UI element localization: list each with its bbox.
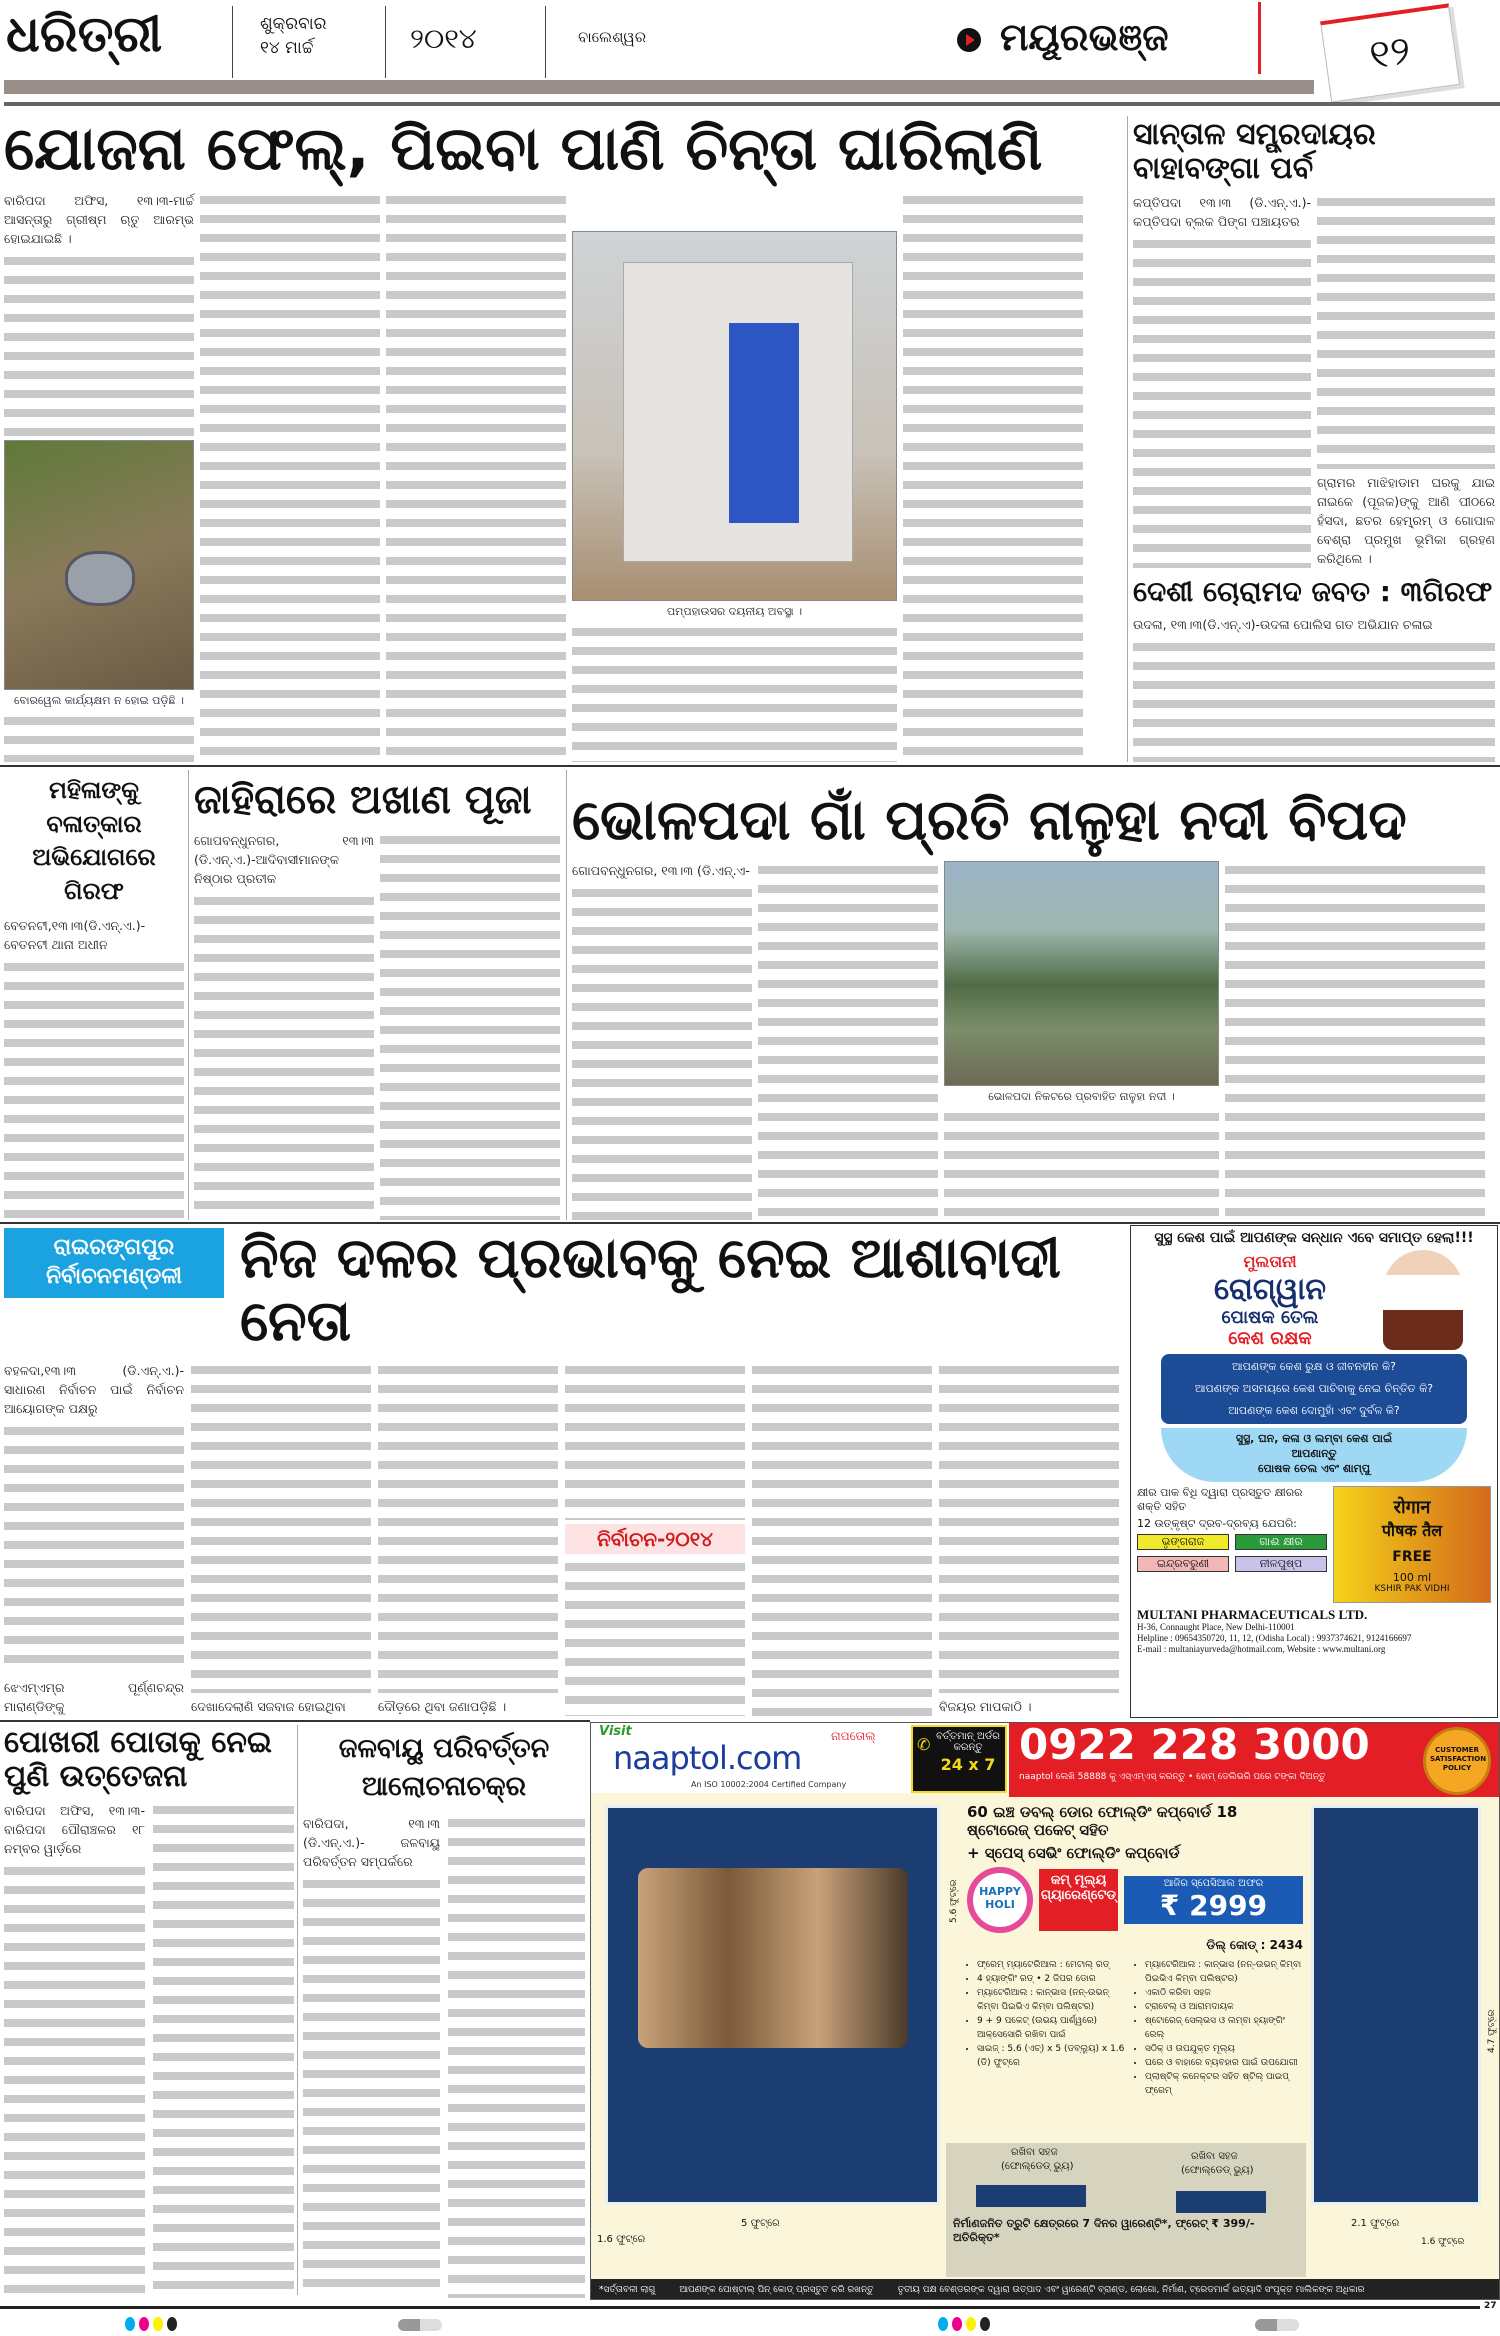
article-santal: ସାନ୍ତାଳ ସମ୍ପ୍ରଦାୟର ବାହାବଙ୍ଗା ପର୍ବ କପ୍ତିପଦା ୧୩।୩ (ଡି.ଏନ୍.ଏ.)- କପ୍ତିପଦା ବ୍ଲକ ପିଙ୍ଗ ପଞ୍ଚାୟତର ଗ୍ରାମର ମାଝିହାଡାମ ଘରକୁ ଯାଇ ନାଇକେ (ପୂଜକ)ଙ୍କୁ ଆଣି ପୀଠରେ ହଁସଦା, ଛତର ହେମ୍ବ୍ରମ୍ ଓ ଗୋପାଳ ବେଶ୍ରା ପ୍ରମୁଖ ଭୂମିକା ଗ୍ରହଣ କରିଥିଲେ ।	[1133, 117, 1495, 566]
print-page-number: 27	[1484, 2301, 1497, 2311]
ad-hair-oil[interactable]: ସୁସ୍ଥ କେଶ ପାଇଁ ଆପଣଙ୍କ ସନ୍ଧାନ ଏବେ ସମାପ୍ତ ହେଲା!!! ମୁଲତାନୀ ରୋଗ୍ୱାନ ପୋଷକ ତେଲ କେଶ ରକ୍ଷକ ଆପଣଙ୍କ କେଶ ରୁକ୍ଷ ଓ ଜୀବନହୀନ କି? ଆପଣଙ୍କ ଅସମୟରେ କେଶ ପାଚିବାକୁ ନେଇ ଚିନ୍ତିତ କି? ଆପଣଙ୍କ କେଶ ଦୋମୁହାଁ ଏବଂ ଦୁର୍ବଳ କି? ସୁସ୍ଥ, ଘନ, କଳା ଓ ଲମ୍ବା କେଶ ପାଇଁ ଆପଣାନ୍ତୁ ପୋଷକ ତେଲ ଏବଂ ଶାମ୍ପୁ କ୍ଷୀର ପାକ ବିଧି ଦ୍ୱାରା ପ୍ରସ୍ତୁତ କ୍ଷୀରର ଶକ୍ତି ସହିତ 12 ଉତ୍କୃଷ୍ଟ ଦ୍ରବ-ଦ୍ରବ୍ୟ ଯେପରି: ଭୃଙ୍ଗରାଜ ଗାଈ କ୍ଷୀର ଇନ୍ଦ୍ରବରୁଣୀ ନୀଳପୁଷ୍ପ रोगान पौषक तैल FREE 100 ml KSHIR PAK VIDHI MULTANI PHARMACEUTICALS LTD. H-36, Connaught Place, New Delhi-110001 Helpline : 09654350720, 11, 12, (Odisha Local) : 9937374621, 9124166697 E-mail : multaniayurveda@hotmail.com, Website : www.multani.org	[1130, 1225, 1498, 1718]
play-bullet-icon	[957, 28, 981, 52]
newspaper-logo: ଧରିତ୍ରୀ	[6, 5, 163, 63]
article-water: ଯୋଜନା ଫେଲ୍, ପିଇବା ପାଣି ଚିନ୍ତା ଘାରିଲାଣି ବାରିପଦା ଅଫିସ, ୧୩।୩-ମାର୍ଚ୍ଚ ଆସନ୍ତାରୁ ଗ୍ରୀଷ୍ମ ଋତୁ ଆରମ୍ଭ ହୋଇଯାଇଛି । ବୋରୱେଲ କାର୍ଯ୍ୟକ୍ଷମ ନ ହୋଇ ପଡ଼ିଛି । ପମ୍ପହାଉସର ଦୟନୀୟ ଅବସ୍ଥା ।	[4, 116, 1122, 762]
herb-4: ନୀଳପୁଷ୍ପ	[1235, 1556, 1327, 1572]
features-left: • ଫ୍ରେମ୍ ମ୍ୟାଟେରିଆଲ : ମେଟାଲ୍ ରଡ୍ • 4 ହ୍ୟାଙ୍ଗିଂ ରଡ୍ • 2 ଜିପର ଡୋର • ମ୍ୟାଟେରିଆଲ : କାନ୍‌ଭାସ (ନନ୍-ଉଭନ୍ କିମ୍ବା ପିଇଭିଏ କିମ୍ବା ପଲିଷ୍ଟର) • 9 + 9 ପକେଟ୍ (ଉଭୟ ପାର୍ଶ୍ୱରେ) ଆକ୍‌ସେସୋରି ରଖିବା ପାଇଁ • ସାଇଜ୍ : 5.6 (ଏଚ୍) x 5 (ଡବ୍ଲ୍ୟୁ) x 1.6 (ଡି) ଫୁଟ୍‌ରେ	[967, 1958, 1127, 2098]
edition: ବାଲେଶ୍ୱର	[578, 28, 647, 46]
article-river: ଭୋଳପଦା ଗାଁ ପ୍ରତି ନାଳୁହା ନଦୀ ବିପଦ ଗୋପବନ୍ଧୁନଗର, ୧୩।୩ (ଡି.ଏନ୍.ଏ- ଭୋଳପଦା ନିକଟରେ ପ୍ରବାହିତ ନାଳୁହା ନଦୀ ।	[572, 790, 1496, 1220]
election-2014-tag: ନିର୍ବାଚନ-୨୦୧୪	[565, 1524, 745, 1554]
herb-2: ଗାଈ କ୍ଷୀର	[1235, 1534, 1327, 1550]
herb-1: ଭୃଙ୍ଗରାଜ	[1137, 1534, 1229, 1550]
caption-river: ଭୋଳପଦା ନିକଟରେ ପ୍ରବାହିତ ନାଳୁହା ନଦୀ ।	[988, 1089, 1175, 1103]
registration-marks-2	[938, 2317, 990, 2331]
product-details: 60 ଇଞ୍ଚ ଡବଲ୍ ଡୋର ଫୋଲ୍ଡିଂ କପ୍‌ବୋର୍ଡ 18 ଷ୍ଟୋରେଜ୍ ପକେଟ୍ ସହିତ + ସ୍ପେସ୍ ସେଭିଂ ଫୋଲ୍ଡିଂ କପ୍‌ବୋର୍ଡ HAPPY HOLI କମ୍ ମୂଲ୍ୟ ଗ୍ୟାରେଣ୍ଟେଡ୍ ଆଜିର ସ୍ପେସିଆଲ ଅଫର ₹ 2999 ଡିଲ୍ କୋଡ୍ : 2434 • ଫ୍ରେମ୍ ମ୍ୟାଟେରିଆଲ : ମେଟାଲ୍ ରଡ୍ • 4 ହ୍ୟାଙ୍ଗିଂ ରଡ୍ • 2 ଜିପର ଡୋର • ମ୍ୟାଟେରିଆଲ : କାନ୍‌ଭାସ (ନନ୍-ଉଭନ୍ କିମ୍ବା ପିଇଭିଏ କିମ୍ବା ପଲିଷ୍ଟର) • 9 + 9 ପକେଟ୍ (ଉଭୟ ପାର୍ଶ୍ୱରେ) ଆକ୍‌ସେସୋରି ରଖିବା ପାଇଁ • ସାଇଜ୍ : 5.6 (ଏଚ୍) x 5 (ଡବ୍ଲ୍ୟୁ) x 1.6 (ଡି) ଫୁଟ୍‌ରେ • ମ୍ୟାଟେରିଆଲ : କାନ୍‌ଭାସ (ନନ୍-ଉଭନ୍ କିମ୍ବା ପିଇଭିଏ କିମ୍ବା ପଲିଷ୍ଟର) • ଏକାଠି କରିବା ସହଜ • ଟ୍ରାବେଲ୍ ଓ ଆରାମଦାୟକ • ଷ୍ଟୋରେଜ୍ ସେଲ୍‌ଭସ ଓ ଲମ୍ବା ହ୍ୟାଙ୍ଗିଂ ରେଲ୍ • ସଠିକ୍ ଓ ଉପଯୁକ୍ତ ମୂଲ୍ୟ • ଘରେ ଓ ବାହାରେ ବ୍ୟବହାର ପାଇଁ ଉପଯୋଗୀ • ପ୍ଲାଷ୍ଟିକ୍ କନେକ୍ଟର ସହିତ ଷ୍ଟିଲ୍ ପାଇପ୍ ଫ୍ରେମ୍	[967, 1803, 1303, 2139]
order-phone-number[interactable]: 0922 228 3000	[1019, 1722, 1370, 1769]
ad-naaptol[interactable]: Visit naaptol.com ନାପତୋଲ୍ An ISO 10002:2004 Certified Company ✆ ବର୍ତ୍ତମାନ୍ ଅର୍ଡର କରନ୍ତୁ 24 x 7 0922 228 3000 naaptol ଲେଖି 58888 କୁ ଏସ୍ଏମ୍ଏସ୍ କରନ୍ତୁ • ହୋମ୍ ଡେଲିଭରି ପରେ ଟଙ୍କା ଦିଅନ୍ତୁ CUSTOMER SATISFACTION POLICY 60 ଇଞ୍ଚ ଡବଲ୍ ଡୋର ଫୋଲ୍ଡିଂ କପ୍‌ବୋର୍ଡ 18 ଷ୍ଟୋରେଜ୍ ପକେଟ୍ ସହିତ + ସ୍ପେସ୍ ସେଭିଂ ଫୋଲ୍ଡିଂ କପ୍‌ବୋର୍ଡ HAPPY HOLI କମ୍ ମୂଲ୍ୟ ଗ୍ୟାରେଣ୍ଟେଡ୍ ଆଜିର ସ୍ପେସିଆଲ ଅଫର ₹ 2999 ଡିଲ୍ କୋଡ୍ : 2434 • ଫ୍ରେମ୍ ମ୍ୟାଟେରିଆଲ : ମେଟାଲ୍ ରଡ୍ • 4 ହ୍ୟାଙ୍ଗିଂ ରଡ୍ • 2 ଜିପର ଡୋର • ମ୍ୟାଟେରିଆଲ : କାନ୍‌ଭାସ (ନନ୍-ଉଭନ୍ କିମ୍ବା ପିଇଭିଏ କିମ୍ବା ପଲିଷ୍ଟର) • 9 + 9 ପକେଟ୍ (ଉଭୟ ପାର୍ଶ୍ୱରେ) ଆକ୍‌ସେସୋରି ରଖିବା ପାଇଁ • ସାଇଜ୍ : 5.6 (ଏଚ୍) x 5 (ଡବ୍ଲ୍ୟୁ) x 1.6 (ଡି) ଫୁଟ୍‌ରେ • ମ୍ୟାଟେରିଆଲ : କାନ୍‌ଭାସ (ନନ୍-ଉଭନ୍ କିମ୍ବା ପିଇଭିଏ କିମ୍ବା ପଲିଷ୍ଟର) • ଏକାଠି କରିବା ସହଜ • ଟ୍ରାବେଲ୍ ଓ ଆରାମଦାୟକ • ଷ୍ଟୋରେଜ୍ ସେଲ୍‌ଭସ ଓ ଲମ୍ବା ହ୍ୟାଙ୍ଗିଂ ରେଲ୍ • ସଠିକ୍ ଓ ଉପଯୁକ୍ତ ମୂଲ୍ୟ • ଘରେ ଓ ବାହାରେ ବ୍ୟବହାର ପାଇଁ ଉପଯୋଗୀ • ପ୍ଲାଷ୍ଟିକ୍ କନେକ୍ଟର ସହିତ ଷ୍ଟିଲ୍ ପାଇପ୍ ଫ୍ରେମ୍ ରଖିବା ସହଜ (ଫୋଲ୍‌ଡେଡ୍ ଭ୍ୟୁ) ରଖିବା ସହଜ (ଫୋଲ୍‌ଡେଡ୍ ଭ୍ୟୁ) ନିର୍ମାଣଜନିତ ତ୍ରୁଟି କ୍ଷେତ୍ରରେ 7 ଦିନର ୱାରେଣ୍ଟି*, ଫ୍ରେଟ୍ ₹ 399/- ଅତିରିକ୍ତ* 5.6 ଫୁଟ୍‌ରେ 5 ଫୁଟ୍‌ରେ 1.6 ଫୁଟ୍‌ରେ 4.7 ଫୁଟ୍‌ରେ 2.1 ଫୁଟ୍‌ରେ 1.6 ଫୁଟ୍‌ରେ *ସର୍ତ୍ତାବଳୀ ଲାଗୁ ଆପଣଙ୍କ ପୋଷ୍ଟାଲ୍ ପିନ୍ କୋଡ୍ ପ୍ରସ୍ତୁତ କରି ରଖନ୍ତୁ ତୃତୀୟ ପକ୍ଷ ବେଣ୍ଡରଙ୍କ ଦ୍ୱାରା ଉତ୍ପାଦ ଏବଂ ୱାରେଣ୍ଟି ବ୍ରାଣ୍ଡ, ଲୋଗୋ, ନିର୍ମାଣ, ଟ୍ରେଡମାର୍କ ଇତ୍ୟାଦି ସଂପୃକ୍ତ ମାଲିକଙ୍କ ଅଧିକାର	[590, 1722, 1500, 2300]
article-pond: ପୋଖରୀ ପୋତାକୁ ନେଇ ପୁଣି ଉତ୍ତେଜନା ବାରିପଦା ଅଫିସ, ୧୩।୩-ବାରିପଦା ପୌରାଞ୍ଚଳର ୧୮ ନମ୍ବର ୱାର୍ଡ଼ରେ	[4, 1726, 294, 2298]
photo-borewell	[4, 440, 194, 690]
article-puja: ଜାହିରାରେ ଅଖାଣ ପୂଜା ଗୋପବନ୍ଧୁନଗର, ୧୩।୩ (ଡି.ଏନ୍.ଏ.)-ଆଦିବାସୀମାନଙ୍କ ନିଷ୍ଠାର ପ୍ରତୀକ	[194, 778, 562, 1220]
headline-climate: ଜଳବାୟୁ ପରିବର୍ତ୍ତନ ଆଲୋଚନାଚକ୍ର	[338, 1733, 550, 1802]
holi-badge: HAPPY HOLI	[967, 1867, 1033, 1933]
headline-puja: ଜାହିରାରେ ଅଖାଣ ପୂଜା	[194, 777, 532, 823]
features-right: • ମ୍ୟାଟେରିଆଲ : କାନ୍‌ଭାସ (ନନ୍-ଉଭନ୍ କିମ୍ବା ପିଇଭିଏ କିମ୍ବା ପଲିଷ୍ଟର) • ଏକାଠି କରିବା ସହଜ • ଟ୍ରାବେଲ୍ ଓ ଆରାମଦାୟକ • ଷ୍ଟୋରେଜ୍ ସେଲ୍‌ଭସ ଓ ଲମ୍ବା ହ୍ୟାଙ୍ଗିଂ ରେଲ୍ • ସଠିକ୍ ଓ ଉପଯୁକ୍ତ ମୂଲ୍ୟ • ଘରେ ଓ ବାହାରେ ବ୍ୟବହାର ପାଇଁ ଉପଯୋଗୀ • ପ୍ଲାଷ୍ଟିକ୍ କନେକ୍ଟର ସହିତ ଷ୍ଟିଲ୍ ପାଇପ୍ ଫ୍ରେମ୍	[1135, 1958, 1303, 2098]
cupboard-image	[605, 1805, 940, 2205]
caption-borewell: ବୋରୱେଲ କାର୍ଯ୍ୟକ୍ଷମ ନ ହୋଇ ପଡ଼ିଛି ।	[14, 694, 184, 707]
headline-water: ଯୋଜନା ଫେଲ୍, ପିଇବା ପାଣି ଚିନ୍ତା ଘାରିଲାଣି	[4, 114, 1043, 184]
naaptol-logo: naaptol.com	[613, 1739, 802, 1777]
date: ୧୪ ମାର୍ଚ୍ଚ	[260, 38, 314, 58]
article-rape: ମହିଳାଙ୍କୁ ବଳାତ୍କାର ଅଭିଯୋଗରେ ଗିରଫ ବେତନଟୀ,୧୩।୩(ଡି.ଏନ୍.ଏ.)- ବେତନଟୀ ଥାନା ଅଧୀନ	[4, 774, 184, 1220]
article-election: ରାଇରଙ୍ଗପୁର ନିର୍ବାଚନମଣ୍ଡଳୀ ନିଜ ଦଳର ପ୍ରଭାବକୁ ନେଇ ଆଶାବାଦୀ ନେତା ବହଳଦା,୧୩।୩ (ଡି.ଏନ୍.ଏ.)- ସାଧାରଣ ନିର୍ବାଚନ ପାଇଁ ନିର୍ବାଚନ ଆୟୋଗଙ୍କ ପକ୍ଷରୁ ଝେଏମ୍ଏମ୍‌ର ପୂର୍ଣ୍ଣଚନ୍ଦ୍ର ମାରାଣ୍ଡିଙ୍କୁ ଦେଖାଦେଲାଣି ସଜବାଜ ହୋଇଥିବା ଦୌଡ଼ରେ ଥିବା ଜଣାପଡ଼ିଛି । ନିର୍ବାଚନ-୨୦୧୪ ବିଜୟର ମାପକାଠି ।	[4, 1228, 1122, 1716]
satisfaction-badge: CUSTOMER SATISFACTION POLICY	[1423, 1727, 1491, 1795]
headline-liquor: ଦେଶୀ ଚୋରାମଦ ଜବତ : ୩ଗିରଫ	[1133, 575, 1493, 608]
registration-marks	[125, 2317, 177, 2331]
small-cupboard-image	[1311, 1805, 1481, 2205]
photo-pumphouse	[572, 231, 897, 601]
model-photo	[1383, 1250, 1463, 1350]
election-label: ରାଇରଙ୍ଗପୁର ନିର୍ବାଚନମଣ୍ଡଳୀ	[4, 1228, 224, 1298]
section-title: ମୟୂରଭଞ୍ଜ	[1000, 15, 1169, 59]
page-number: ୧୨	[1320, 3, 1460, 102]
price: ₹ 2999	[1159, 1889, 1268, 1922]
masthead	[0, 0, 1500, 108]
caption-pumphouse: ପମ୍ପହାଉସର ଦୟନୀୟ ଅବସ୍ଥା ।	[666, 605, 803, 619]
headline-river: ଭୋଳପଦା ଗାଁ ପ୍ରତି ନାଳୁହା ନଦୀ ବିପଦ	[572, 788, 1407, 853]
photo-river	[944, 861, 1219, 1086]
year: ୨୦୧୪	[410, 22, 477, 55]
herb-3: ଇନ୍ଦ୍ରବରୁଣୀ	[1137, 1556, 1229, 1572]
headline-santal: ସାନ୍ତାଳ ସମ୍ପ୍ରଦାୟର ବାହାବଙ୍ଗା ପର୍ବ	[1133, 117, 1376, 186]
article-liquor: ଦେଶୀ ଚୋରାମଦ ଜବତ : ୩ଗିରଫ ଉଦଳା, ୧୩।୩(ଡି.ଏନ୍.ଏ)-ଉଦଳା ପୋଲିସ ଗତ ଅଭିଯାନ ଚଳାଇ	[1133, 576, 1495, 762]
phone-icon: ✆	[917, 1735, 931, 1754]
headline-rape: ମହିଳାଙ୍କୁ ବଳାତ୍କାର ଅଭିଯୋଗରେ ଗିରଫ	[32, 776, 156, 905]
day: ଶୁକ୍ରବାର	[260, 14, 327, 34]
headline-pond: ପୋଖରୀ ପୋତାକୁ ନେଇ ପୁଣି ଉତ୍ତେଜନା	[4, 1725, 272, 1794]
headline-election: ନିଜ ଦଳର ପ୍ରଭାବକୁ ନେଇ ଆଶାବାଦୀ ନେତା	[240, 1226, 1061, 1354]
oil-pack: रोगान पौषक तैल FREE 100 ml KSHIR PAK VIDHI	[1333, 1486, 1491, 1603]
article-climate: ଜଳବାୟୁ ପରିବର୍ତ୍ତନ ଆଲୋଚନାଚକ୍ର ବାରିପଦା, ୧୩।୩ (ଡି.ଏନ୍.ଏ.)- ଜଳବାୟୁ ପରିବର୍ତ୍ତନ ସମ୍ପର୍କରେ	[303, 1730, 585, 2298]
